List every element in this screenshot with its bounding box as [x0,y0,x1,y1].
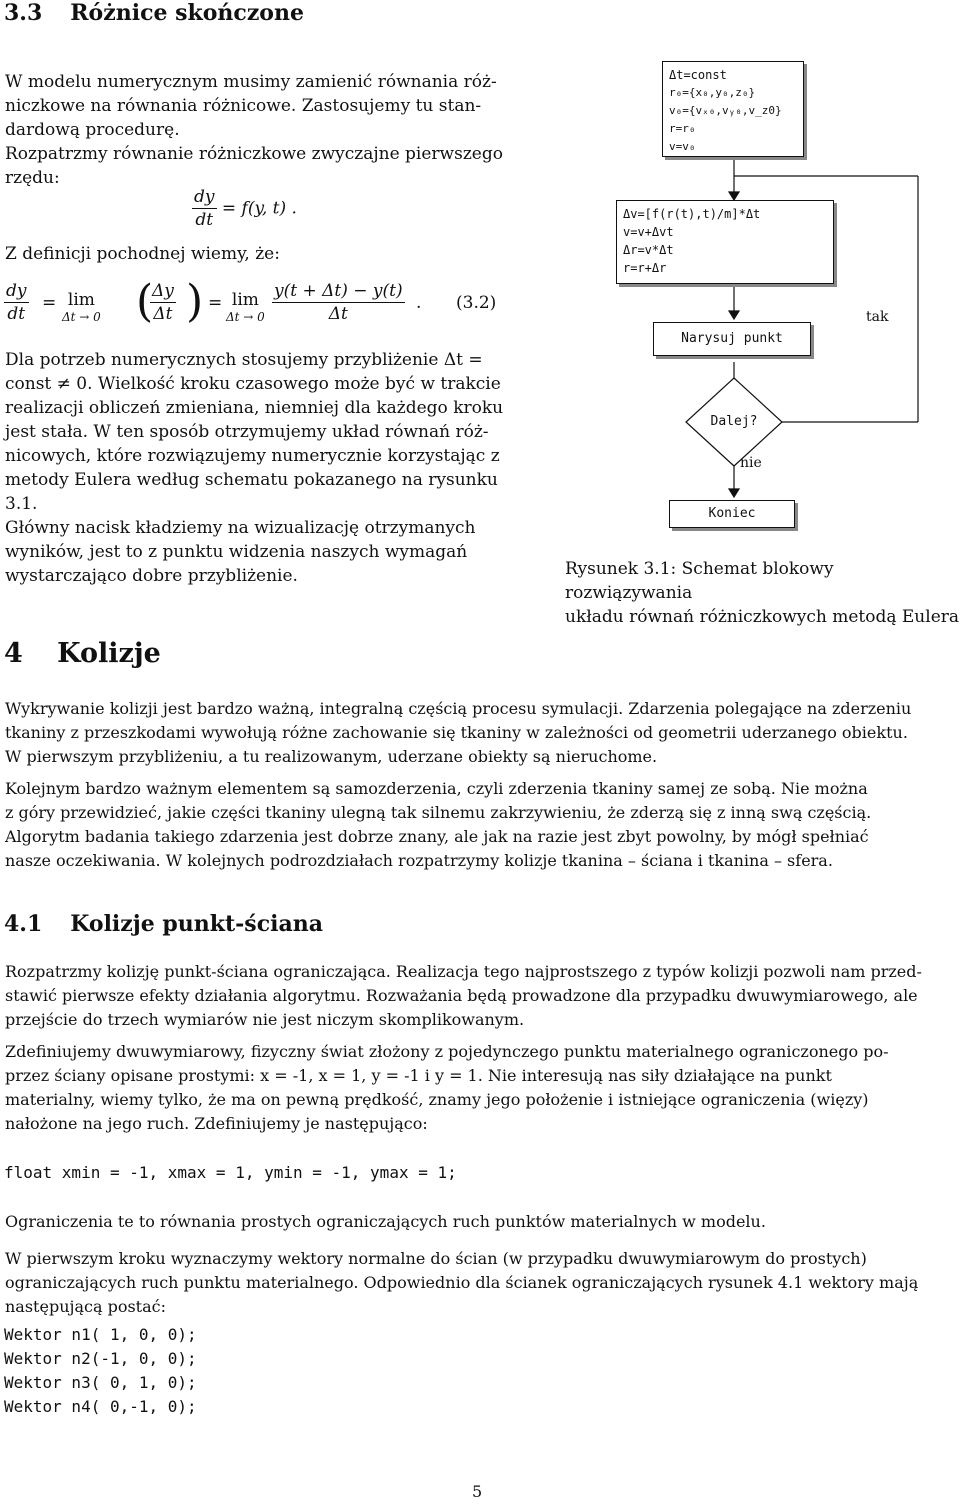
flowchart-decision-label: Dalej? [710,414,758,429]
paragraph-definition: Z definicji pochodnej wiemy, że: [5,244,280,264]
section-title: Kolizje punkt-ściana [70,911,323,937]
text-line: wyników, jest to z punktu widzenia naszych wymagań [5,542,468,562]
paragraph-approximation [5,348,505,588]
text-line: Kolejnym bardzo ważnym elementem są samozderzenia, czyli zderzenia tkaniny samej ze sobą. Nie można [5,779,868,798]
paragraph-self-collisions [5,777,960,873]
text-line: W pierwszym kroku wyznaczymy wektory normalne do ścian (w przypadku dwuwymiarowym do prostych) [5,1249,867,1268]
paragraph-constraints: Ograniczenia te to równania prostych ograniczających ruch punktów materialnych w modelu. [5,1212,766,1231]
code-line: Wektor n4( 0,-1, 0); [4,1397,197,1416]
code-block-limits: float xmin = -1, xmax = 1, ymin = -1, ymax = 1; [4,1163,457,1182]
section-title: Kolizje [57,638,161,669]
text-line: nicowych, które rozwiązujemy numerycznie korzystając z [5,446,500,466]
flowchart-end-box: Koniec [669,500,795,528]
text-line: rzędu: [5,168,60,188]
paragraph-normals [5,1247,960,1319]
text-line: realizacji obliczeń zmieniana, niemniej dla każdego kroku [5,398,504,418]
section-4-heading [4,638,161,669]
code-block-vectors [4,1323,197,1419]
text-line: następującą postać: [5,1297,166,1316]
text-line: W modelu numerycznym musimy zamienić równania róż- [5,72,497,92]
paragraph-point-wall [5,960,960,1032]
arrow-head [729,311,739,319]
text-line: const ≠ 0. Wielkość kroku czasowego może być w trakcie [5,374,501,394]
equation-derivative: $\frac{dy}{dt}$ = lim Δt → 0 ( $\frac{\Delta y}{\Delta t}$ ) = lim Δt → 0 $\frac{y(t + \Delta t) - y(t)}{\Delta t}$ . (3.2) [6,276,497,327]
text-line: Zdefiniujemy dwuwymiarowy, fizyczny świat złożony z pojedynczego punktu materialnego ograniczonego po- [5,1042,889,1061]
text-line: Wykrywanie kolizji jest bardzo ważną, integralną częścią procesu symulacji. Zdarzenia polegające na zderzeniu [5,699,912,718]
text-line: Rozpatrzmy kolizję punkt-ściana ograniczająca. Realizacja tego najprostszego z typów kolizji pozwoli nam przed- [5,962,922,981]
text-line: dardową procedurę. [5,120,180,140]
limit: lim Δt → 0 [62,290,101,324]
equation-label: (3.2) [456,293,497,313]
fraction-inner: $\frac{\Delta y}{\Delta t}$ [152,281,174,324]
fraction-lhs: $\frac{dy}{dt}$ [6,281,27,324]
text-line: niczkowe na równania różnicowe. Zastosujemy tu stan- [5,96,482,116]
text-line: Główny nacisk kładziemy na wizualizację otrzymanych [5,518,476,538]
flowchart-no-label: nie [740,455,762,471]
fraction-rhs: $\frac{y(t + \Delta t) - y(t)}{\Delta t}$ [274,281,403,324]
flowchart-euler-step-box: Δv=[f(r(t),t)/m]*Δt v=v+Δvt Δr=v*Δt r=r+Δr [616,200,834,284]
text-line: układu równań różniczkowych metodą Eulera [565,607,960,627]
arrow-head [729,192,739,200]
text-line: jest stała. W ten sposób otrzymujemy układ równań róż- [5,422,489,442]
arrow-head [729,489,739,497]
code-line: Wektor n1( 1, 0, 0); [4,1325,197,1344]
text-line: wystarczająco dobre przybliżenie. [5,566,298,586]
flowchart-draw-box: Narysuj punkt [653,322,811,356]
text-line: przejście do trzech wymiarów nie jest niczym skomplikowanym. [5,1010,525,1029]
flowchart-yes-label: tak [866,309,889,325]
page-number: 5 [472,1482,483,1501]
text-line: materialny, wiemy tylko, że ma on pewną prędkość, znamy jego położenie i istniejące ograniczenia (więzy) [5,1090,869,1109]
section-number: 4.1 [4,911,43,937]
section-3-3-heading [4,0,304,26]
section-title: Różnice skończone [70,0,304,26]
fraction: $\frac{dy}{dt}$ [194,187,215,230]
text-line: nałożone na jego ruch. Zdefiniujemy je następująco: [5,1114,428,1133]
text-line: przez ściany opisane prostymi: x = -1, x = 1, y = -1 i y = 1. Nie interesują nas siły działające na punkt [5,1066,832,1085]
text-line: W pierwszym przybliżeniu, a tu realizowanym, uderzane obiekty są nieruchome. [5,747,658,766]
text-line: 3.1. [5,494,38,514]
paragraph-collisions [5,697,960,769]
equation-ode: $\frac{dy}{dt}$ = f(y, t) . [194,187,297,230]
text-line: metody Eulera według schematu pokazanego na rysunku [5,470,498,490]
text-line: nasze oczekiwania. W kolejnych podrozdziałach rozpatrzymy kolizje tkanina – ściana i tkanina – sfera. [5,851,833,870]
limit: lim Δt → 0 [226,290,265,324]
paragraph-world-definition [5,1040,960,1136]
section-4-1-heading [4,911,323,937]
figure-caption [565,557,960,629]
text-line: Rysunek 3.1: Schemat blokowy rozwiązywania [565,559,834,603]
text-line: tkaniny z przeszkodami wywołują różne zachowanie się tkaniny w zależności od geometrii uderzanego obiektu. [5,723,908,742]
text-line: z góry przewidzieć, jakie części tkaniny ulegną tak silnemu zakrzywieniu, że zderzą się z inną swą częścią. [5,803,872,822]
paragraph-intro [5,70,505,190]
text-line: ograniczających ruch punktu materialnego. Odpowiednio dla ścianek ograniczających rysunek 4.1 wektory mają [5,1273,919,1292]
section-number: 3.3 [4,0,43,26]
text-line: Dla potrzeb numerycznych stosujemy przybliżenie Δt = [5,350,483,370]
flowchart-init-box: Δt=const r₀={x₀,y₀,z₀} v₀={vₓ₀,vᵧ₀,v_z0} r=r₀ v=v₀ [662,61,804,157]
code-line: Wektor n2(-1, 0, 0); [4,1349,197,1368]
section-number: 4 [4,638,23,669]
text-line: Rozpatrzmy równanie różniczkowe zwyczajne pierwszego [5,144,503,164]
text-line: Algorytm badania takiego zdarzenia jest dobrze znany, ale jak na razie jest zbyt powolny, by mógł spełniać [5,827,869,846]
text-line: stawić pierwsze efekty działania algorytmu. Rozważania będą prowadzone dla przypadku dwuwymiarowego, ale [5,986,918,1005]
code-line: Wektor n3( 0, 1, 0); [4,1373,197,1392]
